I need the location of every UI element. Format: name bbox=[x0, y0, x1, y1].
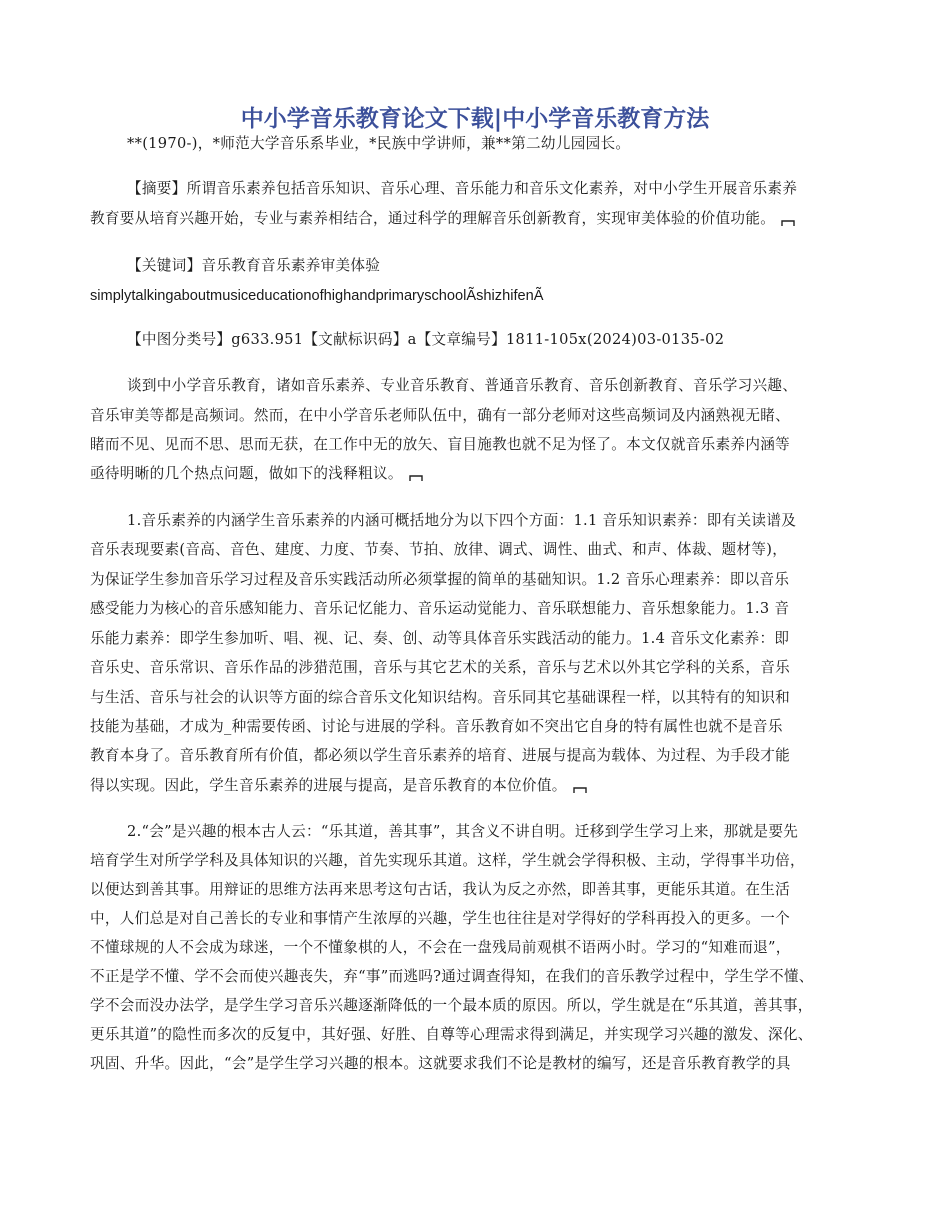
section1-line: 乐能力素养：即学生参加听、唱、视、记、奏、创、动等具体音乐实践活动的能力。1.4 音乐文化素养：即 bbox=[90, 630, 790, 647]
intro-line: 谈到中小学音乐教育，诸如音乐素养、专业音乐教育、普通音乐教育、音乐创新教育、音乐学习兴趣、 bbox=[127, 377, 798, 394]
section1-line: 感受能力为核心的音乐感知能力、音乐记忆能力、音乐运动觉能力、音乐联想能力、音乐想象能力。1.3 音 bbox=[90, 600, 790, 617]
section2-line: 不正是学不懂、学不会而使兴趣丧失，弃“事”而逃吗?通过调查得知，在我们的音乐教学过程中，学生学不懂、 bbox=[90, 968, 814, 985]
paragraph-mark-icon bbox=[409, 474, 423, 482]
section2-line: 巩固、升华。因此，“会”是学生学习兴趣的根本。这就要求我们不论是教材的编写，还是音乐教育教学的具 bbox=[90, 1055, 791, 1072]
intro-line: 亟待明晰的几个热点问题，做如下的浅释粗议。 bbox=[90, 464, 423, 484]
author-line: **(1970-)，*师范大学音乐系毕业，*民族中学讲师，兼**第二幼儿园园长。 bbox=[127, 135, 631, 152]
paragraph-mark-icon bbox=[573, 786, 587, 794]
section2-line: 不懂球规的人不会成为球迷，一个不懂象棋的人，不会在一盘残局前观棋不语两小时。学习的“知难而退”， bbox=[90, 939, 791, 956]
section1-line: 1.音乐素养的内涵学生音乐素养的内涵可概括地分为以下四个方面：1.1 音乐知识素养：即有关读谱及 bbox=[127, 512, 797, 529]
section2-line: 培育学生对所学学科及具体知识的兴趣，首先实现乐其道。这样，学生就会学得积极、主动，学得事半功倍， bbox=[90, 852, 805, 869]
paragraph-mark-icon bbox=[781, 219, 795, 227]
intro-line: 音乐审美等都是高频词。然而，在中小学音乐老师队伍中，确有一部分老师对这些高频词及内涵熟视无睹、 bbox=[90, 407, 791, 424]
section2-line: 更乐其道”的隐性而多次的反复中，其好强、好胜、自尊等心理需求得到满足，并实现学习兴趣的激发、深化、 bbox=[90, 1026, 813, 1043]
section2-line: 以便达到善其事。用辩证的思维方法再来思考这句古话，我认为反之亦然，即善其事，更能乐其道。在生活 bbox=[90, 881, 791, 898]
section1-line: 教育本身了。音乐教育所有价值，都必须以学生音乐素养的培育、进展与提高为载体、为过程、为手段才能 bbox=[90, 747, 791, 764]
classification-line: 【中图分类号】g633.951【文献标识码】a【文章编号】1811-105x(2024)03-0135-02 bbox=[127, 331, 725, 348]
section2-line: 学不会而没办法学，是学生学习音乐兴趣逐渐降低的一个最本质的原因。所以，学生就是在“乐其道，善其事， bbox=[90, 997, 813, 1014]
section2-line: 2.“会”是兴趣的根本古人云：“乐其道，善其事”，其含义不讲自明。迁移到学生学习上来，那就是要先 bbox=[127, 823, 799, 840]
section1-line: 音乐史、音乐常识、音乐作品的涉猎范围，音乐与其它艺术的关系，音乐与艺术以外其它学科的关系，音乐 bbox=[90, 659, 791, 676]
section1-line: 音乐表现要素(音高、音色、建度、力度、节奏、节拍、放律、调式、调性、曲式、和声、体裁、题材等)， bbox=[90, 541, 788, 558]
abstract-line: 【摘要】所谓音乐素养包括音乐知识、音乐心理、音乐能力和音乐文化素养，对中小学生开展音乐素养 bbox=[127, 180, 798, 197]
keywords-line: 【关键词】音乐教育音乐素养审美体验 bbox=[127, 257, 381, 274]
section1-line: 与生活、音乐与社会的认识等方面的综合音乐文化知识结构。音乐同其它基础课程一样，以其特有的知识和 bbox=[90, 689, 791, 706]
section1-line: 为保证学生参加音乐学习过程及音乐实践活动所必须掌握的简单的基础知识。1.2 音乐心理素养：即以音乐 bbox=[90, 571, 790, 588]
intro-line: 睹而不见、见而不思、思而无获，在工作中无的放矢、盲目施教也就不足为怪了。本文仅就音乐素养内涵等 bbox=[90, 436, 791, 453]
document-title: 中小学音乐教育论文下载|中小学音乐教育方法 bbox=[240, 106, 710, 132]
english-title-line: simplytalkingaboutmusiceducationofhighandprimaryschoolÃshizhifenÃ bbox=[90, 288, 544, 304]
section1-line: 得以实现。因此，学生音乐素养的进展与提高，是音乐教育的本位价值。 bbox=[90, 776, 587, 796]
abstract-line: 教育要从培育兴趣开始，专业与素养相结合，通过科学的理解音乐创新教育，实现审美体验的价值功能。 bbox=[90, 209, 795, 229]
section2-line: 中，人们总是对自己善长的专业和事情产生浓厚的兴趣，学生也往往是对学得好的学科再投入的更多。一个 bbox=[90, 910, 791, 927]
section1-line: 技能为基础，才成为_种需要传函、讨论与进展的学科。音乐教育如不突出它自身的特有属性也就不是音乐 bbox=[90, 718, 783, 735]
